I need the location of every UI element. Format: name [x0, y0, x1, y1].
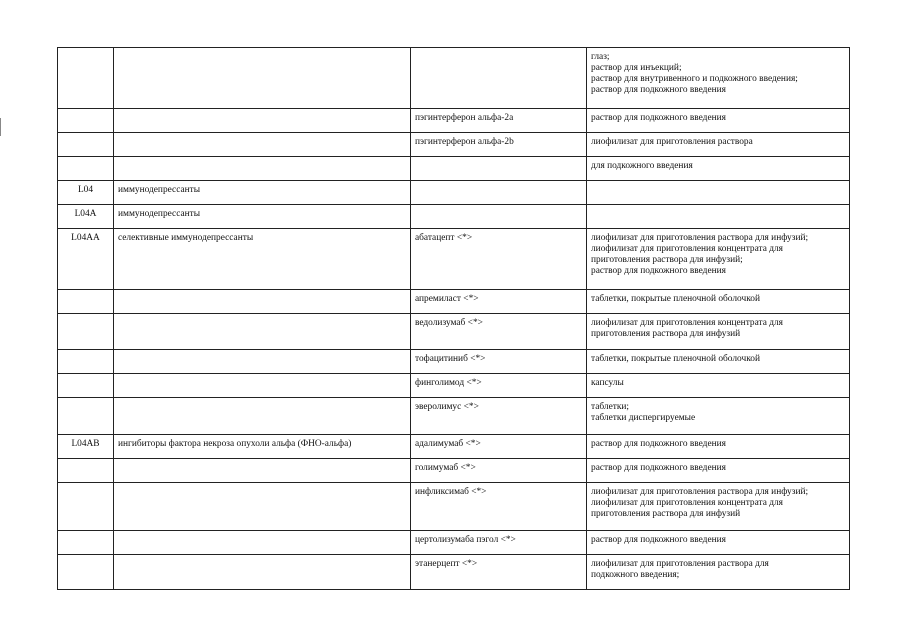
drug-name-cell: адалимумаб <*> [411, 435, 587, 459]
group-name-cell [114, 109, 411, 133]
atc-code-cell [58, 290, 114, 314]
drug-name-cell: абатацепт <*> [411, 229, 587, 290]
atc-code-cell: L04AB [58, 435, 114, 459]
drug-name-cell: этанерцепт <*> [411, 555, 587, 590]
drug-name-cell: пэгинтерферон альфа-2a [411, 109, 587, 133]
atc-code-cell [58, 531, 114, 555]
atc-code-cell [58, 48, 114, 109]
group-name-cell [114, 374, 411, 398]
group-name-cell [114, 48, 411, 109]
table-row [58, 531, 850, 555]
dosage-form-line: лиофилизат для приготовления раствора для инфузий; [591, 233, 809, 243]
table-row [58, 205, 850, 229]
drug-name-cell: финголимод <*> [411, 374, 587, 398]
dosage-form-line: лиофилизат для приготовления концентрата для [591, 318, 783, 328]
dosage-form-line: таблетки диспергируемые [591, 413, 696, 423]
dosage-forms-cell [587, 483, 850, 531]
table-row [58, 229, 850, 290]
group-name-cell [114, 350, 411, 374]
dosage-forms-cell [587, 314, 850, 350]
dosage-form-line: таблетки, покрытые пленочной оболочкой [591, 294, 760, 304]
dosage-form-line: раствор для подкожного введения [591, 463, 726, 473]
dosage-forms-cell [587, 290, 850, 314]
table-row [58, 483, 850, 531]
dosage-form-line: подкожного введения; [591, 570, 680, 580]
table-row [58, 109, 850, 133]
page-edge-mark [0, 118, 1, 136]
dosage-forms-cell [587, 133, 850, 157]
group-name-cell [114, 531, 411, 555]
atc-code-cell [58, 133, 114, 157]
drug-name-cell: инфликсимаб <*> [411, 483, 587, 531]
group-name-cell: иммунодепрессанты [114, 205, 411, 229]
atc-code-cell [58, 459, 114, 483]
dosage-form-line: раствор для подкожного введения [591, 535, 726, 545]
table-row [58, 555, 850, 590]
table-row [58, 459, 850, 483]
dosage-form-line: раствор для подкожного введения [591, 439, 726, 449]
dosage-form-line: раствор для подкожного введения [591, 113, 726, 123]
table-row [58, 48, 850, 109]
group-name-cell [114, 133, 411, 157]
atc-code-cell: L04A [58, 205, 114, 229]
atc-code-cell [58, 109, 114, 133]
table-row [58, 398, 850, 435]
dosage-forms-cell [587, 459, 850, 483]
dosage-form-line: приготовления раствора для инфузий [591, 509, 741, 519]
dosage-forms-cell [587, 374, 850, 398]
dosage-forms-cell [587, 435, 850, 459]
dosage-forms-cell [587, 555, 850, 590]
dosage-forms-cell [587, 398, 850, 435]
dosage-form-line: глаз; [591, 52, 610, 62]
dosage-form-line: раствор для внутривенного и подкожного введения; [591, 74, 798, 84]
table-row [58, 133, 850, 157]
group-name-cell [114, 459, 411, 483]
table-row [58, 157, 850, 181]
table-row [58, 314, 850, 350]
group-name-cell [114, 157, 411, 181]
dosage-form-line: раствор для подкожного введения [591, 266, 726, 276]
dosage-form-line: капсулы [591, 378, 624, 388]
dosage-form-line: таблетки, покрытые пленочной оболочкой [591, 354, 760, 364]
dosage-forms-cell [587, 205, 850, 229]
dosage-forms-cell [587, 157, 850, 181]
atc-code-cell: L04 [58, 181, 114, 205]
atc-code-cell [58, 350, 114, 374]
drug-name-cell [411, 48, 587, 109]
drug-name-cell: цертолизумаба пэгол <*> [411, 531, 587, 555]
drug-name-cell [411, 157, 587, 181]
group-name-cell [114, 398, 411, 435]
dosage-form-line: лиофилизат для приготовления концентрата для [591, 244, 783, 254]
dosage-form-line: лиофилизат для приготовления концентрата для [591, 498, 783, 508]
dosage-forms-cell [587, 350, 850, 374]
atc-code-cell [58, 483, 114, 531]
dosage-form-line: приготовления раствора для инфузий [591, 329, 741, 339]
atc-code-cell [58, 157, 114, 181]
dosage-form-line: для подкожного введения [591, 161, 693, 171]
table-row [58, 350, 850, 374]
dosage-form-line: раствор для подкожного введения [591, 85, 726, 95]
dosage-form-line: лиофилизат для приготовления раствора для [591, 559, 769, 569]
atc-code-cell: L04AA [58, 229, 114, 290]
table-row [58, 435, 850, 459]
table-row [58, 290, 850, 314]
group-name-cell: иммунодепрессанты [114, 181, 411, 205]
dosage-forms-cell [587, 229, 850, 290]
group-name-cell: селективные иммунодепрессанты [114, 229, 411, 290]
dosage-form-line: приготовления раствора для инфузий; [591, 255, 743, 265]
atc-code-cell [58, 374, 114, 398]
atc-code-cell [58, 398, 114, 435]
drug-list-table [57, 47, 850, 590]
group-name-cell [114, 290, 411, 314]
table-row [58, 374, 850, 398]
drug-name-cell: пэгинтерферон альфа-2b [411, 133, 587, 157]
dosage-forms-cell [587, 181, 850, 205]
dosage-form-line: таблетки; [591, 402, 630, 412]
group-name-cell [114, 555, 411, 590]
dosage-form-line: раствор для инъекций; [591, 63, 682, 73]
dosage-forms-cell [587, 48, 850, 109]
drug-name-cell: ведолизумаб <*> [411, 314, 587, 350]
dosage-forms-cell [587, 109, 850, 133]
table-row [58, 181, 850, 205]
atc-code-cell [58, 555, 114, 590]
dosage-form-line: лиофилизат для приготовления раствора [591, 137, 753, 147]
drug-name-cell [411, 181, 587, 205]
atc-code-cell [58, 314, 114, 350]
drug-name-cell: апремиласт <*> [411, 290, 587, 314]
dosage-form-line: лиофилизат для приготовления раствора для инфузий; [591, 487, 809, 497]
drug-name-cell: голимумаб <*> [411, 459, 587, 483]
dosage-forms-cell [587, 531, 850, 555]
group-name-cell [114, 483, 411, 531]
drug-name-cell: тофацитиниб <*> [411, 350, 587, 374]
drug-name-cell: эверолимус <*> [411, 398, 587, 435]
drug-name-cell [411, 205, 587, 229]
group-name-cell: ингибиторы фактора некроза опухоли альфа (ФНО-альфа) [114, 435, 411, 459]
group-name-cell [114, 314, 411, 350]
